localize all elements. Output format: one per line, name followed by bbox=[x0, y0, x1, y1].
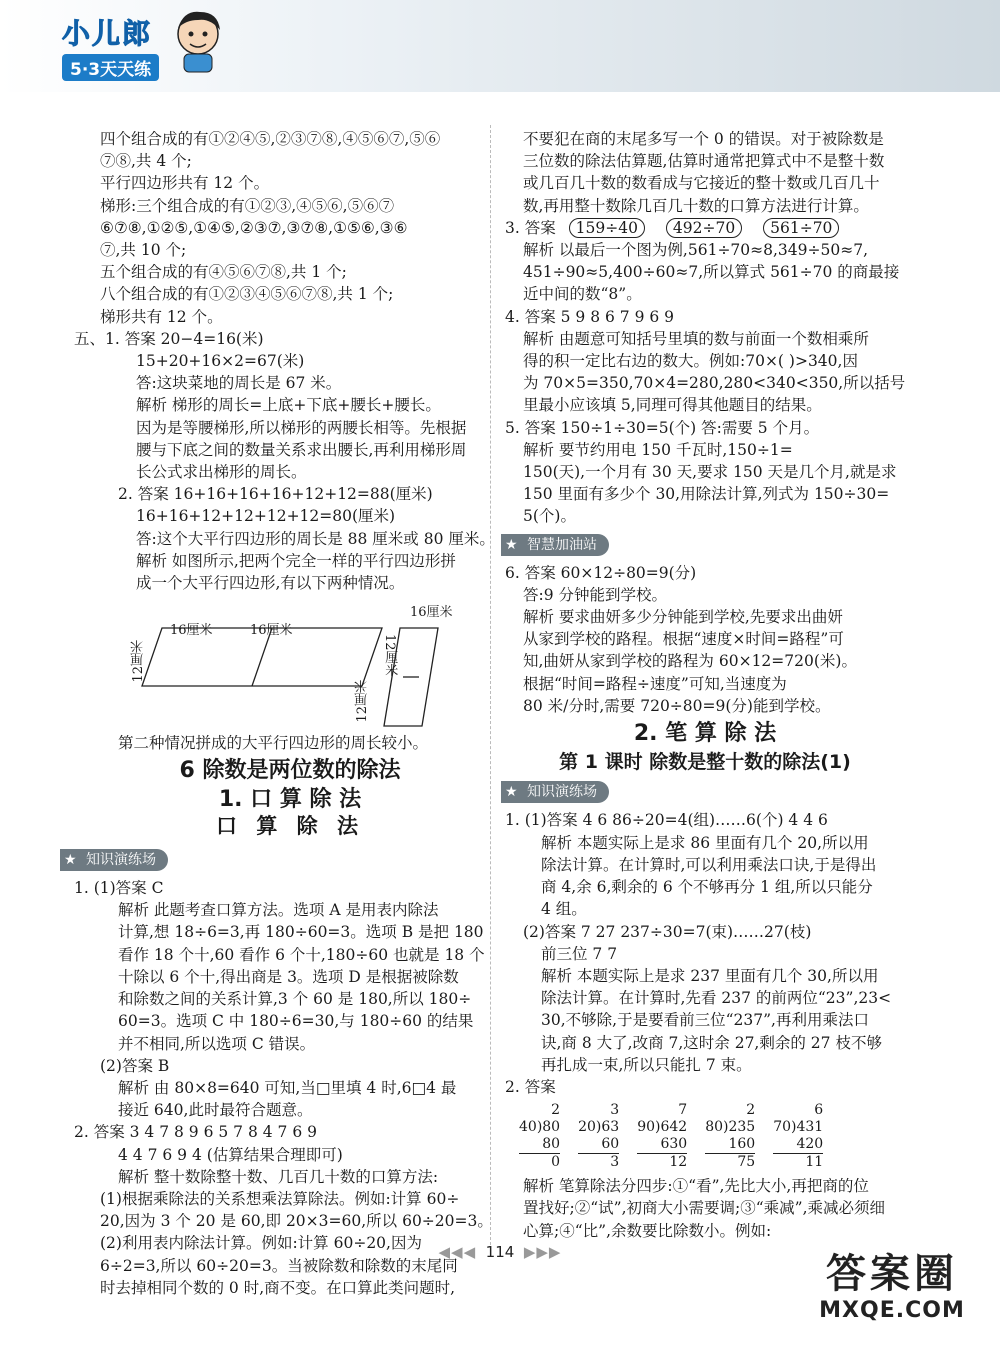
section-banner bbox=[60, 849, 168, 871]
text-line: (2)利用表内除法计算。例如:计算 60÷20,因为 bbox=[100, 1234, 422, 1253]
text-line: 里最小应该填 5,同理可得其他题目的结果。 bbox=[523, 396, 822, 415]
text-line: 80 米/分时,需要 720÷80=9(分)能到学校。 bbox=[523, 696, 831, 715]
long-division-row bbox=[519, 1102, 905, 1171]
text-line: 和除数之间的关系计算,3 个 60 是 180,所以 180÷ bbox=[118, 990, 472, 1009]
text-line: 答:这块菜地的周长是 67 米。 bbox=[136, 374, 342, 393]
text-line: 答:这个大平行四边形的周长是 88 厘米或 80 厘米。 bbox=[136, 529, 495, 548]
text-line: 知,曲妍从家到学校的路程为 60×12=720(米)。 bbox=[523, 652, 857, 671]
logo bbox=[62, 12, 159, 81]
text-line: 解析 由 80×8=640 可知,当□里填 4 时,6□4 最 bbox=[118, 1078, 457, 1097]
figure-caption: 第二种情况拼成的大平行四边形的周长较小。 bbox=[118, 734, 429, 753]
text-line: 解析 此题考查口算方法。选项 A 是用表内除法 bbox=[118, 901, 439, 920]
text-line: 解析 本题实际上是求 237 里面有几个 30,所以用 bbox=[541, 966, 879, 985]
q3-label: 3. 答案 bbox=[505, 218, 556, 237]
ld-expr: 70)431 bbox=[773, 1119, 824, 1136]
text-line: 解析 以最后一个图为例,561÷70≈8,349÷50≈7, bbox=[523, 241, 868, 260]
q1-1-head: 1. (1)答案 C bbox=[74, 879, 164, 898]
text-line: 4 4 7 6 9 4 (估算结果合理即可) bbox=[118, 1145, 343, 1164]
section-title: 1. 口 算 除 法 bbox=[218, 786, 362, 812]
ld-mul: 80 bbox=[542, 1136, 561, 1153]
ld-quotient: 6 bbox=[814, 1102, 824, 1119]
text-line: 解析 如图所示,把两个完全一样的平行四边形拼 bbox=[136, 551, 456, 570]
left-intro bbox=[100, 128, 480, 328]
q1-2-head: (2)答案 B bbox=[100, 1056, 170, 1075]
text-line: 心算;④“比”,余数要比除数小。例如: bbox=[523, 1221, 772, 1240]
next-arrows-icon: ▶▶▶ bbox=[523, 1243, 562, 1261]
text-line: 接近 640,此时最符合题意。 bbox=[118, 1101, 313, 1120]
text-line: 或几百几十数的数看成与它接近的整十数或几百几十 bbox=[523, 174, 880, 193]
text-line: 腰与下底之间的数量关系求出腰长,再利用梯形周 bbox=[136, 440, 467, 459]
left-column bbox=[64, 128, 495, 1299]
text-line: 因为是等腰梯形,所以梯形的两腰长相等。先根据 bbox=[136, 418, 467, 437]
fig-label: 12厘米 bbox=[382, 634, 398, 677]
star-icon: ★ bbox=[505, 536, 518, 553]
right-column bbox=[505, 128, 905, 1242]
fig-label: 16厘米 bbox=[250, 623, 293, 639]
text-line: 四个组合成的有①②④⑤,②③⑦⑧,④⑤⑥⑦,⑤⑥ bbox=[100, 130, 441, 148]
long-division bbox=[578, 1102, 619, 1171]
text-line: 解析 整十数除整十数、几百几十数的口算方法: bbox=[118, 1167, 439, 1186]
text-line: 解析 由题意可知括号里填的数与前面一个数相乘所 bbox=[523, 329, 869, 348]
text-line: 451÷90≈5,400÷60≈7,所以算式 561÷70 的商最接 bbox=[523, 263, 900, 282]
q6-head: 6. 答案 60×12÷80=9(分) bbox=[505, 563, 697, 582]
q5-1-head: 五、1. 答案 20−4=16(米) bbox=[74, 329, 264, 348]
text-line: 平行四边形共有 12 个。 bbox=[100, 174, 270, 193]
fig-label: 16厘米 bbox=[170, 623, 213, 639]
text-line: 解析 要求曲妍多少分钟能到学校,先要求出曲妍 bbox=[523, 608, 843, 627]
text-line: 30,不够除,于是要看前三位“237”,再利用乘法口 bbox=[541, 1011, 869, 1030]
section-banner bbox=[501, 781, 609, 803]
column-divider bbox=[490, 125, 491, 1250]
logo-sub-text: 5·3天天练 bbox=[62, 54, 159, 81]
ld-quotient: 3 bbox=[610, 1102, 620, 1119]
text-line: 商 4,余 6,剩余的 6 个不够再分 1 组,所以只能分 bbox=[541, 878, 873, 897]
q4-head: 4. 答案 5 9 8 6 7 9 6 9 bbox=[505, 307, 675, 326]
text-line: 梯形共有 12 个。 bbox=[100, 307, 223, 326]
star-icon: ★ bbox=[505, 784, 518, 801]
text-line: 梯形:三个组合成的有①②③,④⑤⑥,⑤⑥⑦ bbox=[100, 196, 395, 215]
text-line: 数,再用整十数除几百几十数的口算方法进行计算。 bbox=[523, 196, 869, 215]
long-division bbox=[519, 1102, 560, 1171]
text-line: 4 组。 bbox=[541, 900, 587, 919]
ld-rem: 12 bbox=[637, 1153, 687, 1171]
long-division bbox=[637, 1102, 687, 1171]
q2-head: 2. 答案 3 4 7 8 9 6 5 7 8 4 7 6 9 bbox=[74, 1123, 317, 1142]
ld-mul: 630 bbox=[660, 1136, 688, 1153]
text-line: 成一个大平行四边形,有以下两种情况。 bbox=[136, 574, 405, 593]
text-line: ⑥⑦⑧,①②⑤,①④⑤,②③⑦,③⑦⑧,①⑤⑥,③⑥ bbox=[100, 218, 408, 237]
ld-expr: 80)235 bbox=[705, 1119, 756, 1136]
chapter-title: 6 除数是两位数的除法 bbox=[179, 758, 401, 784]
ld-quotient: 2 bbox=[746, 1102, 756, 1119]
q5-head: 5. 答案 150÷1÷30=5(个) 答:需要 5 个月。 bbox=[505, 418, 820, 437]
text-line: 解析 要节约用电 150 千瓦时,150÷1= bbox=[523, 440, 793, 459]
text-line: 解析 梯形的周长=上底+下底+腰长+腰长。 bbox=[136, 396, 441, 415]
text-line: ⑦,共 10 个; bbox=[100, 241, 187, 260]
watermark-url: MXQE.COM bbox=[819, 1298, 965, 1323]
mascot-icon bbox=[170, 8, 226, 74]
section-banner bbox=[501, 534, 609, 556]
long-division bbox=[773, 1102, 823, 1171]
text-line: 除法计算。在计算时,可以利用乘法口诀,于是得出 bbox=[541, 855, 877, 874]
text-line: 前三位 7 7 bbox=[541, 944, 618, 963]
ld-expr: 20)63 bbox=[578, 1119, 620, 1136]
section-title: 2. 笔 算 除 法 bbox=[633, 721, 777, 747]
text-line: 答:9 分钟能到学校。 bbox=[523, 585, 668, 604]
lesson-title: 第 1 课时 除数是整十数的除法(1) bbox=[559, 751, 851, 774]
ld-mul: 160 bbox=[728, 1136, 756, 1153]
ld-expr: 90)642 bbox=[637, 1119, 688, 1136]
p2-head: 2. 答案 bbox=[505, 1077, 556, 1096]
text-line: 解析 笔算除法分四步:①“看”,先比大小,再把商的位 bbox=[523, 1177, 869, 1196]
text-line: 150(天),一个月有 30 天,要求 150 天是几个月,就是求 bbox=[523, 463, 897, 482]
p1-head: 1. (1)答案 4 6 86÷20=4(组)……6(个) 4 4 6 bbox=[505, 811, 828, 830]
text-line: 解析 本题实际上是求 86 里面有几个 20,所以用 bbox=[541, 833, 869, 852]
text-line: 长公式求出梯形的周长。 bbox=[136, 463, 307, 482]
text-line: 计算,想 18÷6=3,再 180÷60=3。选项 B 是把 180 bbox=[118, 923, 484, 942]
ld-rem: 0 bbox=[519, 1153, 560, 1171]
ld-expr: 40)80 bbox=[519, 1119, 561, 1136]
banner-label: 智慧加油站 bbox=[527, 536, 597, 553]
text-line: (1)根据乘除法的关系想乘法算除法。例如:计算 60÷ bbox=[100, 1189, 460, 1208]
prev-arrows-icon: ◀◀◀ bbox=[438, 1243, 477, 1261]
star-icon: ★ bbox=[64, 852, 77, 869]
text-line: 从家到学校的路程。根据“速度×时间=路程”可 bbox=[523, 630, 844, 649]
ld-quotient: 2 bbox=[551, 1102, 561, 1119]
text-line: 诀,商 8 大了,改商 7,这时余 27,剩余的 27 枝不够 bbox=[541, 1033, 882, 1052]
banner-label: 知识演练场 bbox=[527, 784, 597, 801]
logo-main-text: 小儿郎 bbox=[62, 17, 153, 50]
ld-mul: 420 bbox=[796, 1136, 824, 1153]
long-division bbox=[705, 1102, 755, 1171]
p1-2-head: (2)答案 7 27 237÷30=7(束)……27(枝) bbox=[523, 922, 812, 941]
text-line: 6÷2=3,所以 60÷20=3。当被除数和除数的末尾同 bbox=[100, 1256, 458, 1275]
text-line: 五个组合成的有④⑤⑥⑦⑧,共 1 个; bbox=[100, 263, 347, 282]
text-line: 不要犯在商的末尾多写一个 0 的错误。对于被除数是 bbox=[523, 130, 884, 148]
text-line: 根据“时间=路程÷速度”可知,当速度为 bbox=[523, 674, 787, 693]
text-line: 十除以 6 个十,得出商是 3。选项 D 是根据被除数 bbox=[118, 967, 459, 986]
q5-2-head: 2. 答案 16+16+16+16+12+12=88(厘米) bbox=[118, 485, 433, 504]
oval-answer: 159÷40 bbox=[569, 218, 645, 238]
watermark-text: 答案圈 bbox=[826, 1251, 958, 1297]
oval-answer: 492÷70 bbox=[666, 218, 742, 238]
fig-label: 12厘米 bbox=[355, 680, 370, 723]
parallelogram-figure bbox=[100, 598, 480, 728]
watermark-logo bbox=[812, 1250, 972, 1330]
ld-quotient: 7 bbox=[678, 1102, 688, 1119]
text-line: 并不相同,所以选项 C 错误。 bbox=[118, 1034, 316, 1053]
q3-head bbox=[505, 217, 905, 239]
text-line: 除法计算。在计算时,先看 237 的前两位“23”,23< bbox=[541, 989, 892, 1008]
ld-rem: 75 bbox=[705, 1153, 755, 1171]
text-line: 置找好;②“试”,初商大小需要调;③“乘减”,乘减必须细 bbox=[523, 1199, 885, 1218]
oval-answer: 561÷70 bbox=[763, 218, 839, 238]
text-line: 15+20+16×2=67(米) bbox=[136, 352, 305, 371]
text-line: 为 70×5=350,70×4=280,280<340<350,所以括号 bbox=[523, 374, 906, 393]
text-line: 三位数的除法估算题,估算时通常把算式中不是整十数 bbox=[523, 152, 885, 171]
fig-label: 16厘米 bbox=[410, 605, 453, 621]
banner-label: 知识演练场 bbox=[86, 852, 156, 869]
text-line: ⑦⑧,共 4 个; bbox=[100, 152, 192, 171]
text-line: 得的积一定比右边的数大。例如:70×( )>340,因 bbox=[523, 352, 858, 371]
page-number: 114 bbox=[485, 1243, 515, 1261]
sub-title: 口 算 除 法 bbox=[216, 813, 364, 838]
text-line: 5(个)。 bbox=[523, 507, 576, 526]
text-line: 150 里面有多少个 30,用除法计算,列式为 150÷30= bbox=[523, 485, 890, 504]
text-line: 看作 18 个十,60 看作 6 个十,180÷60 也就是 18 个 bbox=[118, 945, 485, 964]
text-line: 近中间的数“8”。 bbox=[523, 285, 642, 304]
text-line: 再扎成一束,所以只能扎 7 束。 bbox=[541, 1055, 752, 1074]
text-line: 60=3。选项 C 中 180÷6=30,与 180÷60 的结果 bbox=[118, 1012, 474, 1031]
ld-rem: 11 bbox=[773, 1153, 823, 1171]
text-line: 20,因为 3 个 20 是 60,即 20×3=60,所以 60÷20=3。 bbox=[100, 1212, 493, 1231]
text-line: 16+16+12+12+12+12=80(厘米) bbox=[136, 507, 396, 526]
text-line: 时去掉相同个数的 0 时,商不变。在口算此类问题时, bbox=[100, 1278, 456, 1297]
text-line: 八个组合成的有①②③④⑤⑥⑦⑧,共 1 个; bbox=[100, 285, 394, 304]
ld-rem: 3 bbox=[578, 1153, 619, 1171]
fig-label: 12厘米 bbox=[131, 640, 146, 683]
ld-mul: 60 bbox=[601, 1136, 620, 1153]
